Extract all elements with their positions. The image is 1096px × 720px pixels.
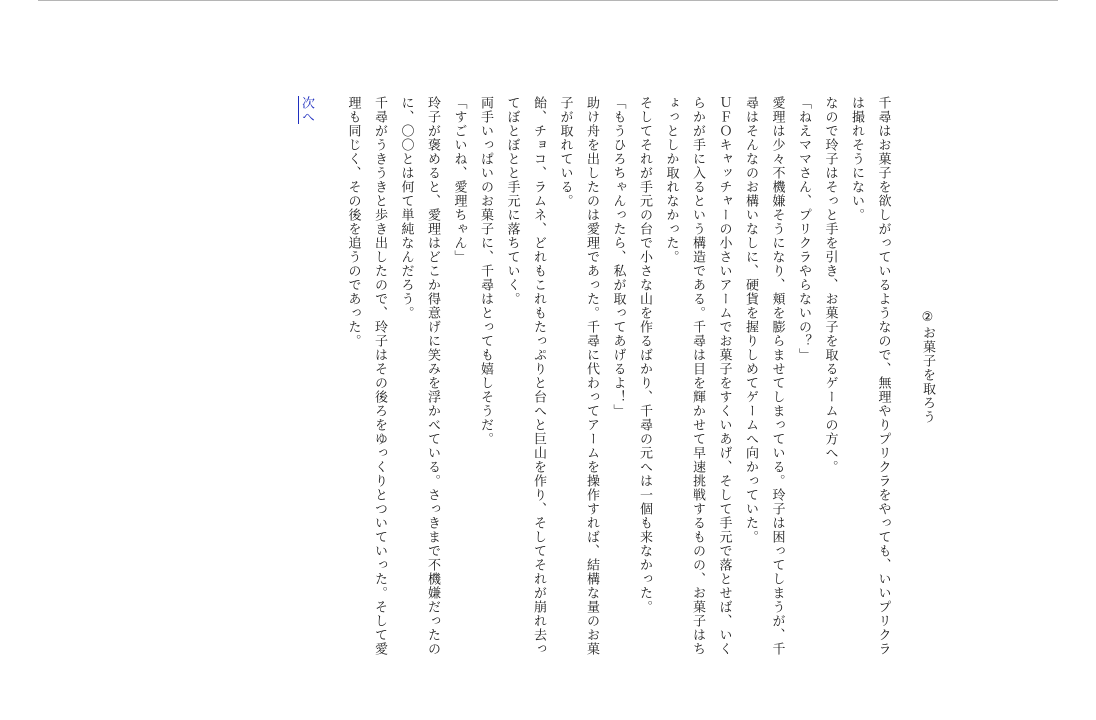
- next-page-link[interactable]: 次へ: [299, 96, 314, 124]
- paragraph: そしてそれが手元の台で小さな山を作るばかり、千尋の元へは一個も来なかった。: [637, 96, 652, 614]
- chapter-title: ②お菓子を取ろう: [920, 310, 935, 424]
- paragraph: 千尋がうきうきと歩き出したので、玲子はその後ろをゆっくりとついていった。そして愛理も同じく、その後を追うのであった。: [345, 96, 387, 656]
- paragraph: ＵＦＯキャッチャーの小さいアームでお菓子をすくいあげ、そして手元で落とせば、いくらかが手に入るという構造である。千尋は目を輝かせて早速挑戦するものの、お菓子はちょっとしか取れなかった。: [663, 96, 732, 656]
- paragraph: なので玲子はそっと手を引き、お菓子を取るゲームの方へ。: [822, 96, 838, 474]
- paragraph: 助け舟を出したのは愛理であった。千尋に代わってアームを操作すれば、結構な量のお菓子が取れている。: [557, 96, 599, 656]
- paragraph: 玲子が褒めると、愛理はどこか得意げに笑みを浮かべている。さっきまで不機嫌だったのに、〇〇とは何て単純なんだろう。: [398, 96, 440, 656]
- vertical-text-page: [293, 96, 941, 656]
- paragraph: 「もうひろちゃんったら、私が取ってあげるよ！」: [610, 96, 626, 418]
- paragraph: 「すごいね、愛理ちゃん」: [451, 96, 467, 264]
- paragraph: 愛理は少々不機嫌そうになり、頬を膨らませてしまっている。玲子は困ってしまうが、千尋はそんなのお構いなしに、硬貨を握りしめてゲームへ向かっていた。: [743, 96, 785, 656]
- paragraph: 飴、チョコ、ラムネ、どれもこれもたっぷりと台へと巨山を作り、そしてそれが崩れ去ってぼとぼとと手元に落ちていく。: [504, 96, 546, 656]
- paragraph: 両手いっぱいのお菓子に、千尋はとっても嬉しそうだ。: [478, 96, 493, 446]
- top-divider: [38, 0, 1058, 1]
- paragraph: 千尋はお菓子を欲しがっているようなので、無理やりプリクラをやっても、いいプリクラは撮れそうにない。: [849, 96, 891, 656]
- paragraph: 「ねえママさん、プリクラやらないの？」: [796, 96, 811, 362]
- story-body: [339, 96, 896, 656]
